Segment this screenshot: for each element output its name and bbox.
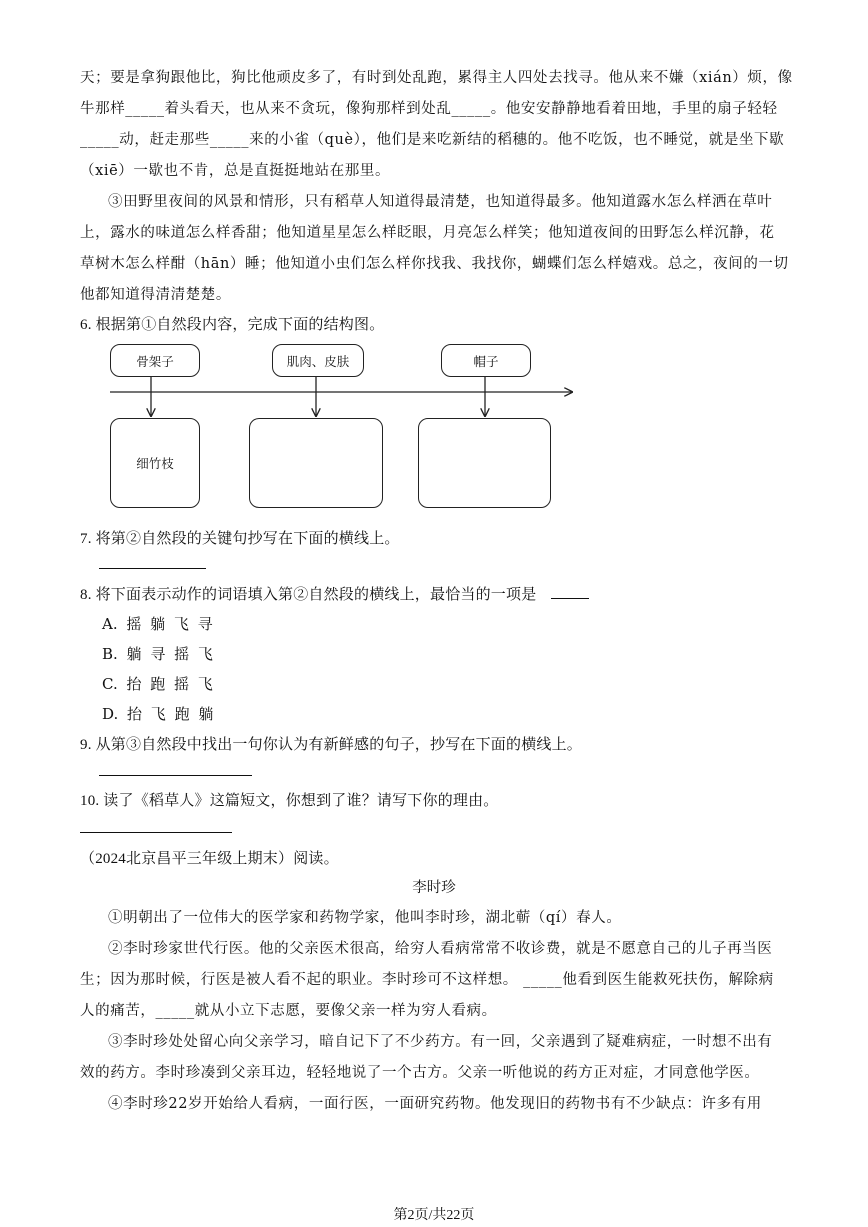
diagram-answer-box[interactable] [249, 418, 383, 508]
answer-line[interactable] [80, 832, 232, 833]
option-a[interactable]: A. 摇 躺 飞 寻 [102, 615, 213, 633]
option-d[interactable]: D. 抬 飞 跑 躺 [102, 705, 214, 723]
answer-line[interactable] [99, 775, 252, 776]
passage-line: ④李时珍22岁开始给人看病，一面行医，一面研究药物。他发现旧的药物书有不少缺点：许多有用 [108, 1096, 762, 1112]
passage-title: 李时珍 [412, 880, 456, 896]
question-7: 7. 将第②自然段的关键句抄写在下面的横线上。 [80, 531, 400, 547]
passage-line: _____动，赶走那些_____来的小雀（què），他们是来吃新结的稻穗的。他不吃饭，也不睡觉，就是坐下歇 [80, 132, 785, 148]
diagram-top-box: 肌肉、皮肤 [272, 344, 364, 377]
passage-line: 效的药方。李时珍凑到父亲耳边，轻轻地说了一个古方。父亲一听他说的药方正对症，才同意他学医。 [80, 1065, 760, 1081]
passage-line: ②李时珍家世代行医。他的父亲医术很高，给穷人看病常常不收诊费，就是不愿意自己的儿子再当医 [108, 941, 773, 957]
section-source: （2024北京昌平三年级上期末）阅读。 [80, 851, 339, 867]
answer-line[interactable] [99, 568, 206, 569]
passage-line: 天；要是拿狗跟他比，狗比他顽皮多了，有时到处乱跑，累得主人四处去找寻。他从来不嫌（xián）烦，像 [80, 70, 793, 86]
diagram-top-box: 帽子 [441, 344, 531, 377]
answer-blank[interactable] [551, 598, 589, 599]
question-10: 10. 读了《稻草人》这篇短文，你想到了谁？请写下你的理由。 [80, 793, 499, 809]
passage-line: ③李时珍处处留心向父亲学习，暗自记下了不少药方。有一回，父亲遇到了疑难病症，一时想不出有 [108, 1034, 773, 1050]
question-8: 8. 将下面表示动作的词语填入第②自然段的横线上，最恰当的一项是 [80, 587, 537, 603]
passage-line: 草树木怎么样酣（hān）睡；他知道小虫们怎么样你找我、我找你，蝴蝶们怎么样嬉戏。总之，夜间的一切 [80, 256, 789, 272]
passage-line: 上，露水的味道怎么样香甜；他知道星星怎么样眨眼，月亮怎么样笑；他知道夜间的田野怎么样沉静，花 [80, 225, 775, 241]
passage-line: 人的痛苦，_____就从小立下志愿，要像父亲一样为穷人看病。 [80, 1003, 497, 1019]
question-6: 6. 根据第①自然段内容，完成下面的结构图。 [80, 317, 385, 333]
passage-line: 生；因为那时候，行医是被人看不起的职业。李时珍可不这样想。 _____他看到医生能救死扶伤，解除病 [80, 972, 774, 988]
diagram-answer-box: 细竹枝 [110, 418, 200, 508]
passage-line: 牛那样_____着头看天，也从来不贪玩，像狗那样到处乱_____。他安安静静地看着田地，手里的扇子轻轻 [80, 101, 778, 117]
option-c[interactable]: C. 抬 跑 摇 飞 [102, 675, 213, 693]
diagram-answer-box[interactable] [418, 418, 551, 508]
passage-line: ③田野里夜间的风景和情形，只有稻草人知道得最清楚，也知道得最多。他知道露水怎么样洒在草叶 [108, 194, 773, 210]
diagram-top-box: 骨架子 [110, 344, 200, 377]
passage-line: ①明朝出了一位伟大的医学家和药物学家，他叫李时珍，湖北蕲（qí）春人。 [108, 910, 622, 926]
question-9: 9. 从第③自然段中找出一句你认为有新鲜感的句子，抄写在下面的横线上。 [80, 737, 583, 753]
page-number: 第2页/共22页 [393, 1208, 475, 1223]
option-b[interactable]: B. 躺 寻 摇 飞 [102, 645, 213, 663]
passage-line: （xiē）一歇也不肯，总是直挺挺地站在那里。 [80, 163, 391, 179]
passage-line: 他都知道得清清楚楚。 [80, 287, 231, 303]
